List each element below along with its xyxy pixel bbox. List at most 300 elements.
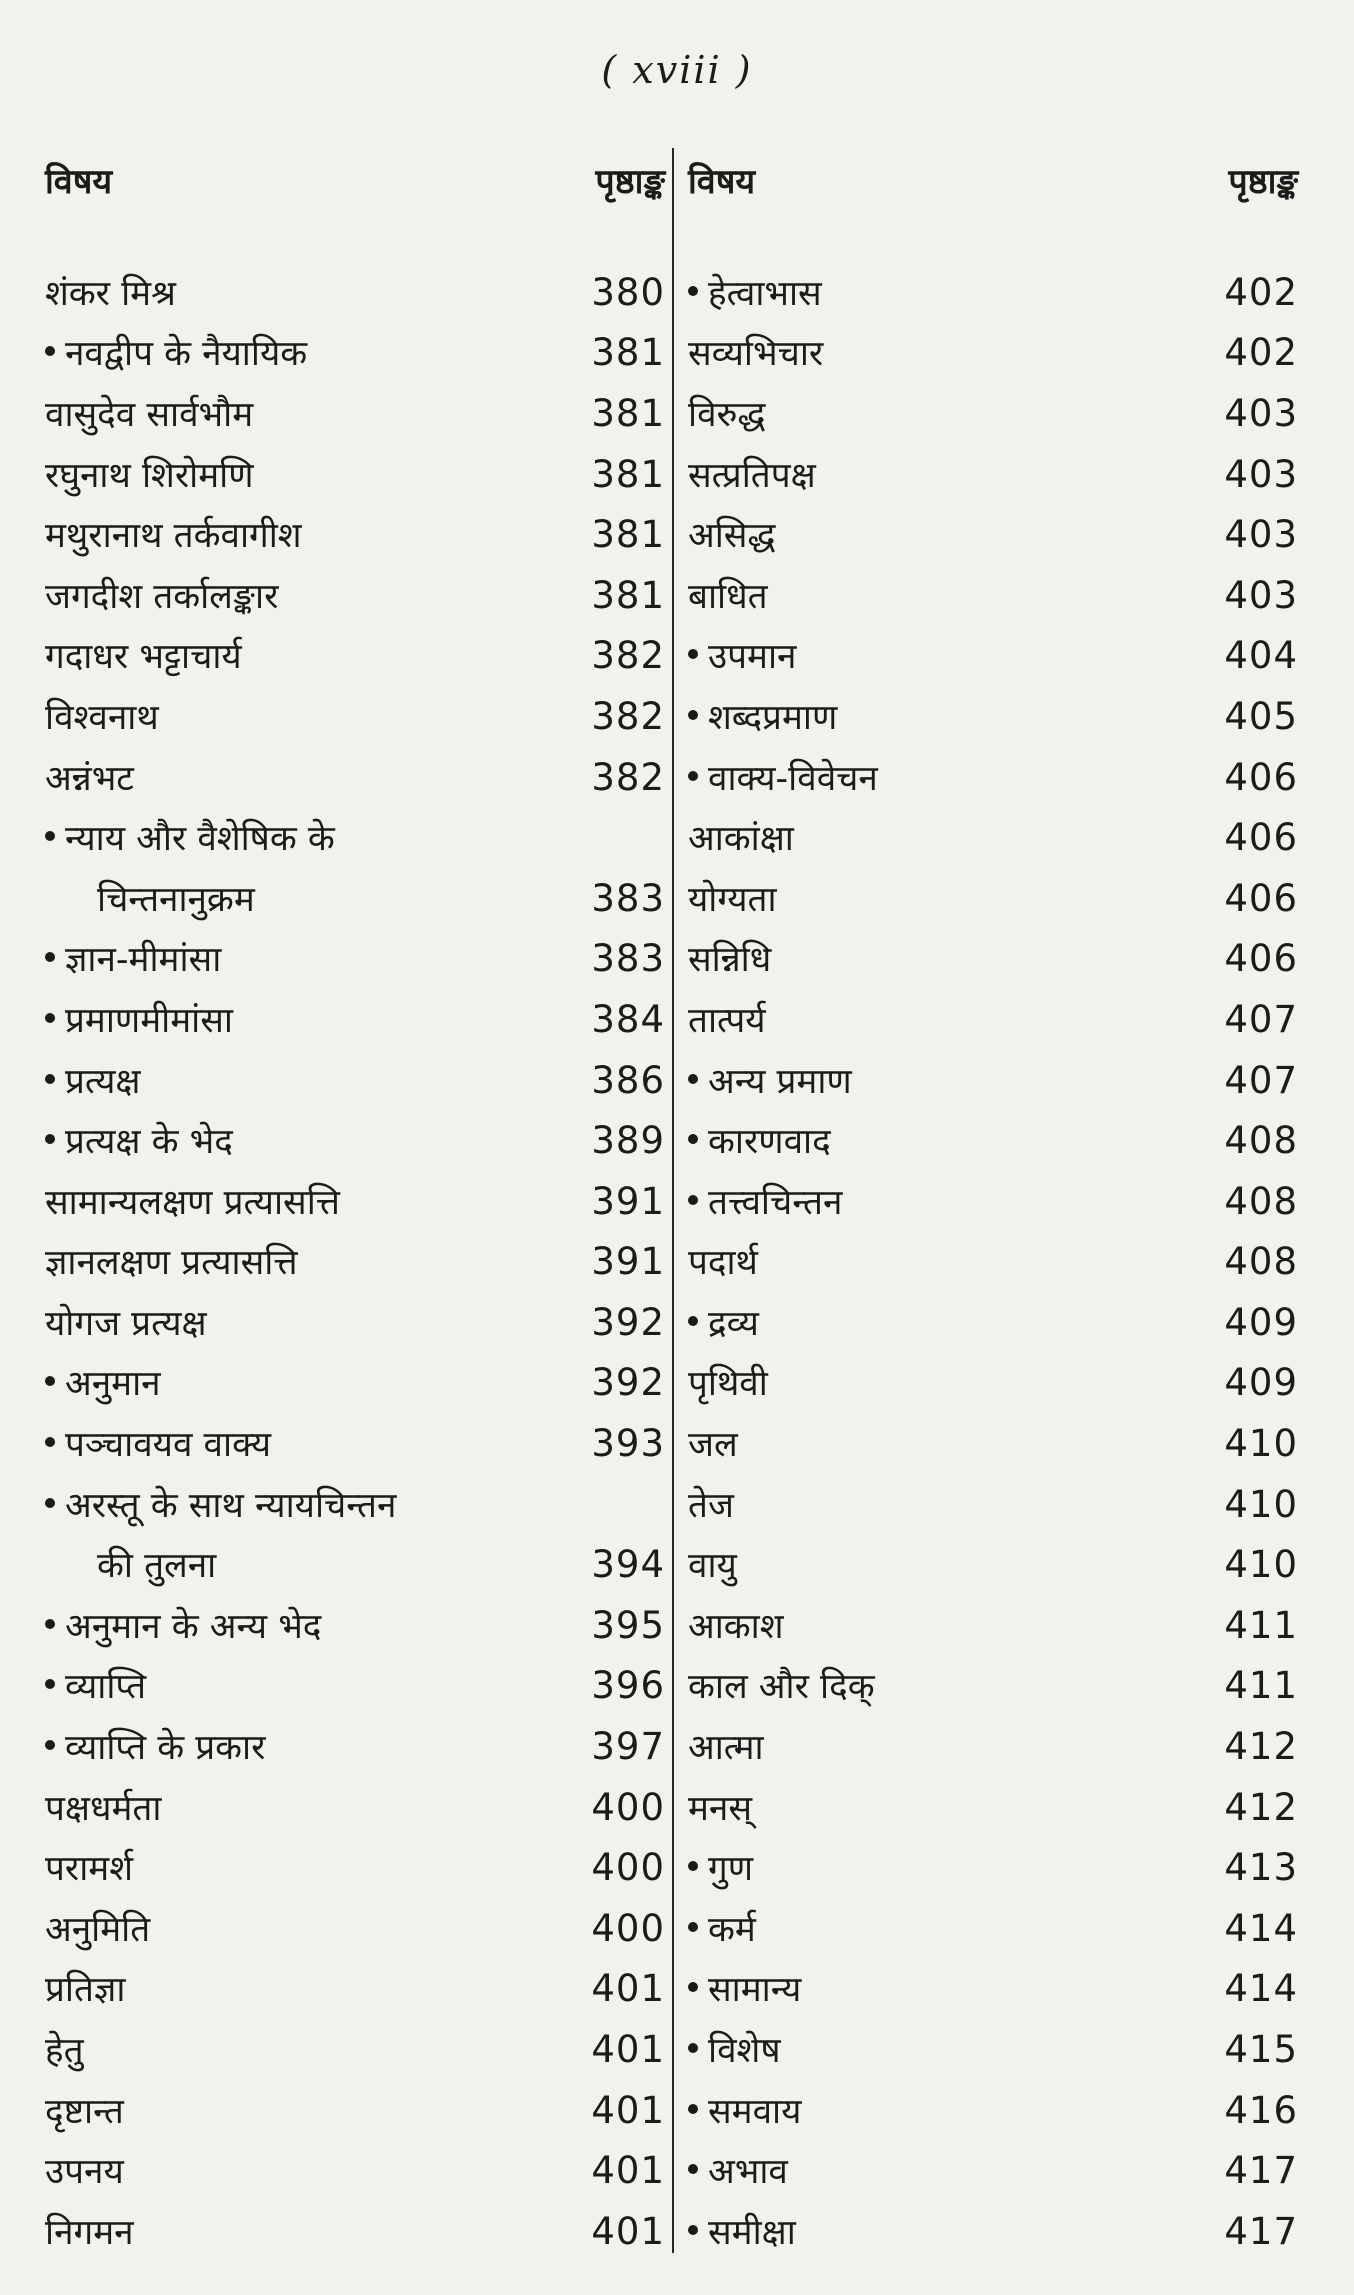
bullet-icon bbox=[688, 1316, 698, 1326]
toc-entry-page: 410 bbox=[1224, 1482, 1298, 1526]
toc-entry-page: 406 bbox=[1224, 816, 1298, 860]
toc-entry bbox=[688, 989, 1298, 1050]
toc-entry-text: प्रतिज्ञा bbox=[45, 1970, 126, 2011]
toc-entry-page: 407 bbox=[1224, 1058, 1298, 1102]
toc-entry bbox=[45, 1171, 665, 1232]
toc-entry bbox=[688, 1656, 1298, 1717]
toc-entry bbox=[688, 626, 1298, 687]
toc-entry bbox=[45, 807, 665, 868]
toc-entry bbox=[45, 1292, 665, 1353]
bullet-icon bbox=[45, 1740, 55, 1750]
toc-entry-text: अन्य प्रमाण bbox=[708, 1061, 852, 1102]
toc-entry-title bbox=[688, 1238, 758, 1285]
toc-entry-page: 382 bbox=[591, 694, 665, 738]
toc-entry-page: 381 bbox=[591, 391, 665, 435]
toc-entry-title bbox=[45, 2208, 134, 2255]
toc-entry-title bbox=[688, 632, 796, 679]
toc-entry bbox=[688, 807, 1298, 868]
toc-entry-page: 402 bbox=[1224, 270, 1298, 314]
toc-entry bbox=[45, 2080, 665, 2141]
toc-entry-title bbox=[688, 2087, 801, 2134]
toc-entry-title bbox=[45, 451, 254, 498]
toc-entry-text: योग्यता bbox=[688, 879, 777, 920]
toc-entry-title bbox=[45, 1117, 233, 1164]
toc-entry bbox=[688, 1898, 1298, 1959]
toc-entry bbox=[688, 747, 1298, 808]
toc-entry-title bbox=[45, 1481, 396, 1528]
toc-entry-text: व्याप्ति के प्रकार bbox=[65, 1728, 266, 1769]
toc-entry-page: 407 bbox=[1224, 997, 1298, 1041]
toc-entry-title bbox=[688, 754, 878, 801]
toc-entry-title bbox=[45, 572, 278, 619]
toc-entry-text: सव्यभिचार bbox=[688, 334, 824, 375]
toc-entry-text: सामान्यलक्षण प्रत्यासत्ति bbox=[45, 1182, 340, 1223]
toc-right-column bbox=[688, 150, 1298, 2262]
toc-entry-text: विश्वनाथ bbox=[45, 697, 159, 738]
toc-entry-page: 393 bbox=[591, 1422, 665, 1466]
toc-entry-text: वासुदेव सार्वभौम bbox=[45, 394, 254, 435]
header-page: पृष्ठाङ्क bbox=[1228, 162, 1298, 202]
toc-entry-page: 381 bbox=[591, 331, 665, 375]
toc-entry-title bbox=[45, 329, 307, 376]
toc-entry-page: 381 bbox=[591, 513, 665, 557]
toc-right-header bbox=[688, 150, 1298, 210]
toc-entry-text: तत्त्वचिन्तन bbox=[708, 1182, 843, 1223]
toc-entry-page: 413 bbox=[1224, 1846, 1298, 1890]
bullet-icon bbox=[688, 1195, 698, 1205]
toc-entry-text: अनुमान bbox=[65, 1364, 161, 1405]
toc-entry-page: 408 bbox=[1224, 1240, 1298, 1284]
toc-entry-page: 401 bbox=[591, 1967, 665, 2011]
toc-entry-text: अरस्तू के साथ न्यायचिन्तन bbox=[65, 1485, 397, 1526]
toc-entry bbox=[45, 1534, 665, 1595]
toc-entry-text: सामान्य bbox=[708, 1970, 802, 2011]
toc-entry bbox=[45, 1595, 665, 1656]
toc-entry-page: 400 bbox=[591, 1846, 665, 1890]
toc-entry-title bbox=[45, 875, 255, 922]
toc-entry-text: कारणवाद bbox=[708, 1122, 831, 1163]
toc-entry bbox=[45, 989, 665, 1050]
toc-entry-page: 382 bbox=[591, 634, 665, 678]
toc-entry-page: 397 bbox=[591, 1725, 665, 1769]
toc-entry-page: 409 bbox=[1224, 1361, 1298, 1405]
toc-entry bbox=[45, 1353, 665, 1414]
toc-entry-title bbox=[688, 693, 837, 740]
toc-entry-text: वाक्य-विवेचन bbox=[708, 758, 878, 799]
toc-entry bbox=[688, 1716, 1298, 1777]
toc-entry-text: ज्ञान-मीमांसा bbox=[65, 940, 222, 981]
toc-entry-text: उपनय bbox=[45, 2152, 124, 2193]
toc-entry bbox=[45, 2140, 665, 2201]
toc-entry-text: आकांक्षा bbox=[688, 819, 794, 860]
toc-entry-text: चिन्तनानुक्रम bbox=[97, 879, 255, 920]
toc-entry bbox=[45, 1110, 665, 1171]
toc-entry-text: बाधित bbox=[688, 576, 768, 617]
toc-entry bbox=[688, 262, 1298, 323]
toc-entry-text: सत्प्रतिपक्ष bbox=[688, 455, 816, 496]
toc-entry bbox=[45, 1413, 665, 1474]
toc-entry-page: 392 bbox=[591, 1300, 665, 1344]
toc-entry-title bbox=[45, 814, 335, 861]
toc-entry-page: 405 bbox=[1224, 694, 1298, 738]
toc-entry-title bbox=[45, 1420, 271, 1467]
toc-entry-title bbox=[688, 2208, 796, 2255]
toc-entry-title bbox=[688, 814, 794, 861]
bullet-icon bbox=[45, 1074, 55, 1084]
toc-entry-title bbox=[688, 1481, 734, 1528]
toc-entry-page: 395 bbox=[591, 1603, 665, 1647]
toc-right-rows bbox=[688, 262, 1298, 2262]
toc-entry bbox=[688, 929, 1298, 990]
toc-entry bbox=[688, 1353, 1298, 1414]
toc-entry-page: 411 bbox=[1224, 1603, 1298, 1647]
toc-entry-page: 402 bbox=[1224, 331, 1298, 375]
toc-entry-text: जगदीश तर्कालङ्कार bbox=[45, 576, 279, 617]
toc-entry bbox=[45, 1777, 665, 1838]
header-subject: विषय bbox=[45, 162, 113, 202]
bullet-icon bbox=[688, 1074, 698, 1084]
toc-entry-text: शब्दप्रमाण bbox=[708, 697, 838, 738]
toc-entry bbox=[688, 1050, 1298, 1111]
bullet-icon bbox=[688, 771, 698, 781]
toc-entry bbox=[45, 868, 665, 929]
toc-entry-title bbox=[45, 1965, 125, 2012]
toc-entry-text: समवाय bbox=[708, 2091, 802, 2132]
toc-entry-page: 391 bbox=[591, 1240, 665, 1284]
toc-entry-title bbox=[688, 1117, 831, 1164]
bullet-icon bbox=[688, 1922, 698, 1932]
toc-entry-text: हेत्वाभास bbox=[708, 273, 822, 314]
toc-entry-page: 403 bbox=[1224, 391, 1298, 435]
toc-entry-title bbox=[688, 1662, 875, 1709]
toc-entry bbox=[688, 1777, 1298, 1838]
toc-entry-title bbox=[688, 511, 775, 558]
toc-entry-page: 396 bbox=[591, 1664, 665, 1708]
toc-entry-text: निगमन bbox=[45, 2212, 134, 2253]
toc-entry-text: अनुमान के अन्य भेद bbox=[65, 1606, 322, 1647]
toc-entry-title bbox=[45, 1662, 146, 1709]
toc-entry bbox=[688, 1171, 1298, 1232]
toc-entry-title bbox=[45, 1541, 216, 1588]
toc-entry-page: 410 bbox=[1224, 1543, 1298, 1587]
toc-entry-title bbox=[688, 1541, 737, 1588]
toc-entry bbox=[688, 2201, 1298, 2262]
toc-entry-title bbox=[45, 1238, 298, 1285]
toc-entry-title bbox=[45, 1723, 265, 1770]
toc-entry-title bbox=[688, 1359, 768, 1406]
toc-entry-title bbox=[688, 390, 765, 437]
toc-entry bbox=[688, 383, 1298, 444]
toc-entry bbox=[45, 383, 665, 444]
toc-entry-page: 380 bbox=[591, 270, 665, 314]
toc-entry bbox=[688, 868, 1298, 929]
toc-entry-title bbox=[688, 1420, 738, 1467]
toc-entry bbox=[45, 565, 665, 626]
toc-entry-page: 383 bbox=[591, 876, 665, 920]
toc-entry bbox=[688, 1837, 1298, 1898]
toc-entry-title bbox=[688, 1844, 753, 1891]
toc-entry-page: 415 bbox=[1224, 2028, 1298, 2072]
toc-entry-text: काल और दिक् bbox=[688, 1667, 875, 1708]
toc-left-column bbox=[45, 150, 665, 2262]
toc-entry bbox=[688, 1959, 1298, 2020]
toc-entry-page: 401 bbox=[591, 2209, 665, 2253]
toc-entry-page: 412 bbox=[1224, 1725, 1298, 1769]
toc-entry-page: 400 bbox=[591, 1906, 665, 1950]
toc-entry-title bbox=[45, 693, 159, 740]
toc-entry bbox=[688, 1232, 1298, 1293]
toc-entry-text: हेतु bbox=[45, 2031, 84, 2072]
toc-entry bbox=[688, 1595, 1298, 1656]
toc-entry-page: 406 bbox=[1224, 937, 1298, 981]
toc-entry-title bbox=[45, 1602, 321, 1649]
toc-entry-title bbox=[688, 1602, 784, 1649]
toc-entry-title bbox=[45, 754, 134, 801]
page-number: ( xviii ) bbox=[601, 48, 753, 92]
toc-entry-text: तेज bbox=[688, 1485, 734, 1526]
toc-entry-text: ज्ञानलक्षण प्रत्यासत्ति bbox=[45, 1243, 298, 1284]
toc-entry-page: 406 bbox=[1224, 755, 1298, 799]
toc-entry bbox=[45, 686, 665, 747]
toc-entry-page: 401 bbox=[591, 2088, 665, 2132]
toc-entry-text: द्रव्य bbox=[708, 1303, 759, 1344]
toc-entry-text: प्रमाणमीमांसा bbox=[65, 1000, 233, 1041]
toc-entry-title bbox=[45, 935, 221, 982]
toc-entry-text: विशेष bbox=[708, 2031, 781, 2072]
toc-entry bbox=[45, 626, 665, 687]
toc-entry-title bbox=[688, 1965, 801, 2012]
toc-entry-title bbox=[688, 2026, 781, 2073]
toc-entry-title bbox=[45, 2087, 124, 2134]
toc-entry bbox=[688, 444, 1298, 505]
toc-entry-page: 392 bbox=[591, 1361, 665, 1405]
toc-entry-page: 417 bbox=[1224, 2149, 1298, 2193]
toc-entry-page: 414 bbox=[1224, 1967, 1298, 2011]
toc-entry-text: वायु bbox=[688, 1546, 737, 1587]
toc-entry-text: उपमान bbox=[708, 637, 797, 678]
toc-entry bbox=[45, 1837, 665, 1898]
toc-entry bbox=[45, 929, 665, 990]
toc-entry-text: अनुमिति bbox=[45, 1909, 151, 1950]
toc-entry-text: कर्म bbox=[708, 1909, 756, 1950]
toc-entry-text: गदाधर भट्टाचार्य bbox=[45, 637, 242, 678]
bullet-icon bbox=[45, 952, 55, 962]
toc-entry bbox=[688, 323, 1298, 384]
toc-entry-page: 384 bbox=[591, 997, 665, 1041]
toc-entry bbox=[45, 504, 665, 565]
toc-entry-text: आकाश bbox=[688, 1606, 784, 1647]
toc-entry-page: 381 bbox=[591, 452, 665, 496]
toc-entry bbox=[45, 2019, 665, 2080]
bullet-icon bbox=[688, 2164, 698, 2174]
column-divider bbox=[672, 148, 674, 2253]
toc-entry bbox=[688, 1474, 1298, 1535]
toc-entry-page: 381 bbox=[591, 573, 665, 617]
toc-entry-page: 408 bbox=[1224, 1119, 1298, 1163]
toc-entry-page: 410 bbox=[1224, 1422, 1298, 1466]
toc-entry-title bbox=[688, 875, 777, 922]
toc-entry-title bbox=[688, 451, 816, 498]
toc-entry bbox=[45, 2201, 665, 2262]
toc-entry bbox=[688, 1413, 1298, 1474]
toc-entry-text: योगज प्रत्यक्ष bbox=[45, 1303, 207, 1344]
toc-entry-title bbox=[688, 996, 766, 1043]
toc-entry-text: व्याप्ति bbox=[65, 1667, 147, 1708]
toc-entry-text: अन्नंभट bbox=[45, 758, 134, 799]
bullet-icon bbox=[688, 2043, 698, 2053]
toc-entry-page: 417 bbox=[1224, 2209, 1298, 2253]
toc-left-header bbox=[45, 150, 665, 210]
toc-entry-title bbox=[45, 632, 242, 679]
toc-entry-text: दृष्टान्त bbox=[45, 2091, 124, 2132]
bullet-icon bbox=[45, 1679, 55, 1689]
toc-entry-page: 383 bbox=[591, 937, 665, 981]
toc-entry-title bbox=[45, 1057, 140, 1104]
toc-entry-title bbox=[688, 1299, 759, 1346]
toc-entry-title bbox=[688, 1057, 852, 1104]
toc-entry bbox=[688, 2019, 1298, 2080]
toc-entry-title bbox=[45, 1905, 150, 1952]
toc-entry-title bbox=[688, 935, 771, 982]
toc-entry-title bbox=[45, 269, 176, 316]
bullet-icon bbox=[45, 1498, 55, 1508]
toc-entry-title bbox=[688, 1178, 842, 1225]
toc-entry bbox=[688, 1292, 1298, 1353]
toc-entry-text: विरुद्ध bbox=[688, 394, 766, 435]
toc-entry-text: पञ्चावयव वाक्य bbox=[65, 1425, 272, 1466]
bullet-icon bbox=[45, 1437, 55, 1447]
bullet-icon bbox=[45, 1619, 55, 1629]
toc-entry bbox=[688, 686, 1298, 747]
bullet-icon bbox=[688, 2225, 698, 2235]
toc-entry-page: 403 bbox=[1224, 573, 1298, 617]
bullet-icon bbox=[688, 710, 698, 720]
toc-entry-page: 386 bbox=[591, 1058, 665, 1102]
toc-entry-title bbox=[688, 1905, 756, 1952]
toc-entry-text: असिद्ध bbox=[688, 516, 776, 557]
toc-entry-title bbox=[688, 2147, 788, 2194]
toc-entry bbox=[45, 1474, 665, 1535]
toc-entry-title bbox=[688, 572, 768, 619]
toc-entry-page: 403 bbox=[1224, 452, 1298, 496]
toc-entry bbox=[45, 444, 665, 505]
toc-entry-page: 404 bbox=[1224, 634, 1298, 678]
toc-entry-title bbox=[688, 329, 823, 376]
bullet-icon bbox=[45, 1134, 55, 1144]
toc-entry-text: न्याय और वैशेषिक के bbox=[65, 819, 335, 860]
toc-entry bbox=[45, 1716, 665, 1777]
toc-entry-text: समीक्षा bbox=[708, 2212, 796, 2253]
toc-entry bbox=[45, 262, 665, 323]
toc-entry-title bbox=[45, 390, 253, 437]
toc-entry-text: अभाव bbox=[708, 2152, 788, 2193]
toc-entry-text: नवद्वीप के नैयायिक bbox=[65, 334, 308, 375]
toc-entry-page: 400 bbox=[591, 1785, 665, 1829]
header-subject: विषय bbox=[688, 162, 756, 202]
toc-entry-page: 391 bbox=[591, 1179, 665, 1223]
toc-entry-text: सन्निधि bbox=[688, 940, 772, 981]
toc-entry-title bbox=[45, 1844, 133, 1891]
toc-entry-title bbox=[688, 1723, 764, 1770]
toc-entry bbox=[45, 747, 665, 808]
header-page: पृष्ठाङ्क bbox=[595, 162, 665, 202]
bullet-icon bbox=[688, 1982, 698, 1992]
toc-entry-page: 411 bbox=[1224, 1664, 1298, 1708]
toc-entry bbox=[688, 2080, 1298, 2141]
bullet-icon bbox=[688, 1134, 698, 1144]
toc-entry-text: शंकर मिश्र bbox=[45, 273, 176, 314]
toc-entry-title bbox=[45, 511, 302, 558]
toc-entry-page: 414 bbox=[1224, 1906, 1298, 1950]
toc-entry-text: पक्षधर्मता bbox=[45, 1788, 162, 1829]
toc-entry bbox=[45, 1656, 665, 1717]
toc-entry bbox=[45, 1232, 665, 1293]
bullet-icon bbox=[45, 831, 55, 841]
toc-entry-page: 406 bbox=[1224, 876, 1298, 920]
toc-entry bbox=[688, 1110, 1298, 1171]
bullet-icon bbox=[688, 649, 698, 659]
toc-entry-title bbox=[45, 1299, 207, 1346]
toc-entry-text: रघुनाथ शिरोमणि bbox=[45, 455, 254, 496]
toc-entry-text: मथुरानाथ तर्कवागीश bbox=[45, 516, 302, 557]
toc-entry-title bbox=[688, 269, 822, 316]
toc-entry bbox=[45, 1959, 665, 2020]
toc-entry bbox=[45, 1050, 665, 1111]
toc-entry-text: प्रत्यक्ष bbox=[65, 1061, 141, 1102]
toc-entry-page: 412 bbox=[1224, 1785, 1298, 1829]
toc-entry bbox=[688, 1534, 1298, 1595]
toc-entry-title bbox=[45, 1784, 161, 1831]
toc-entry-text: पृथिवी bbox=[688, 1364, 768, 1405]
toc-entry bbox=[45, 323, 665, 384]
toc-entry-title bbox=[45, 2147, 124, 2194]
toc-entry-page: 401 bbox=[591, 2028, 665, 2072]
bullet-icon bbox=[45, 346, 55, 356]
toc-entry-title bbox=[45, 996, 233, 1043]
toc-entry bbox=[45, 1898, 665, 1959]
toc-entry-text: प्रत्यक्ष के भेद bbox=[65, 1122, 233, 1163]
toc-entry-title bbox=[688, 1784, 752, 1831]
toc-entry-page: 409 bbox=[1224, 1300, 1298, 1344]
toc-entry-title bbox=[45, 1359, 161, 1406]
toc-entry-text: पदार्थ bbox=[688, 1243, 758, 1284]
toc-entry bbox=[688, 565, 1298, 626]
toc-entry-text: मनस् bbox=[688, 1788, 753, 1829]
bullet-icon bbox=[688, 2104, 698, 2114]
toc-entry-page: 408 bbox=[1224, 1179, 1298, 1223]
bullet-icon bbox=[45, 1376, 55, 1386]
toc-entry-page: 382 bbox=[591, 755, 665, 799]
toc-entry bbox=[688, 504, 1298, 565]
toc-entry-page: 389 bbox=[591, 1119, 665, 1163]
toc-entry-text: जल bbox=[688, 1425, 738, 1466]
toc-entry-text: परामर्श bbox=[45, 1849, 133, 1890]
toc-entry-title bbox=[45, 2026, 84, 2073]
bullet-icon bbox=[688, 1861, 698, 1871]
toc-entry-page: 401 bbox=[591, 2149, 665, 2193]
toc-entry-page: 394 bbox=[591, 1543, 665, 1587]
toc-entry-title bbox=[45, 1178, 340, 1225]
toc-left-rows bbox=[45, 262, 665, 2262]
bullet-icon bbox=[45, 1013, 55, 1023]
toc-entry-text: तात्पर्य bbox=[688, 1000, 766, 1041]
bullet-icon bbox=[688, 286, 698, 296]
toc-entry-text: की तुलना bbox=[97, 1546, 217, 1587]
toc-entry-page: 416 bbox=[1224, 2088, 1298, 2132]
toc-entry bbox=[688, 2140, 1298, 2201]
toc-entry-page: 403 bbox=[1224, 513, 1298, 557]
toc-entry-text: गुण bbox=[708, 1849, 754, 1890]
